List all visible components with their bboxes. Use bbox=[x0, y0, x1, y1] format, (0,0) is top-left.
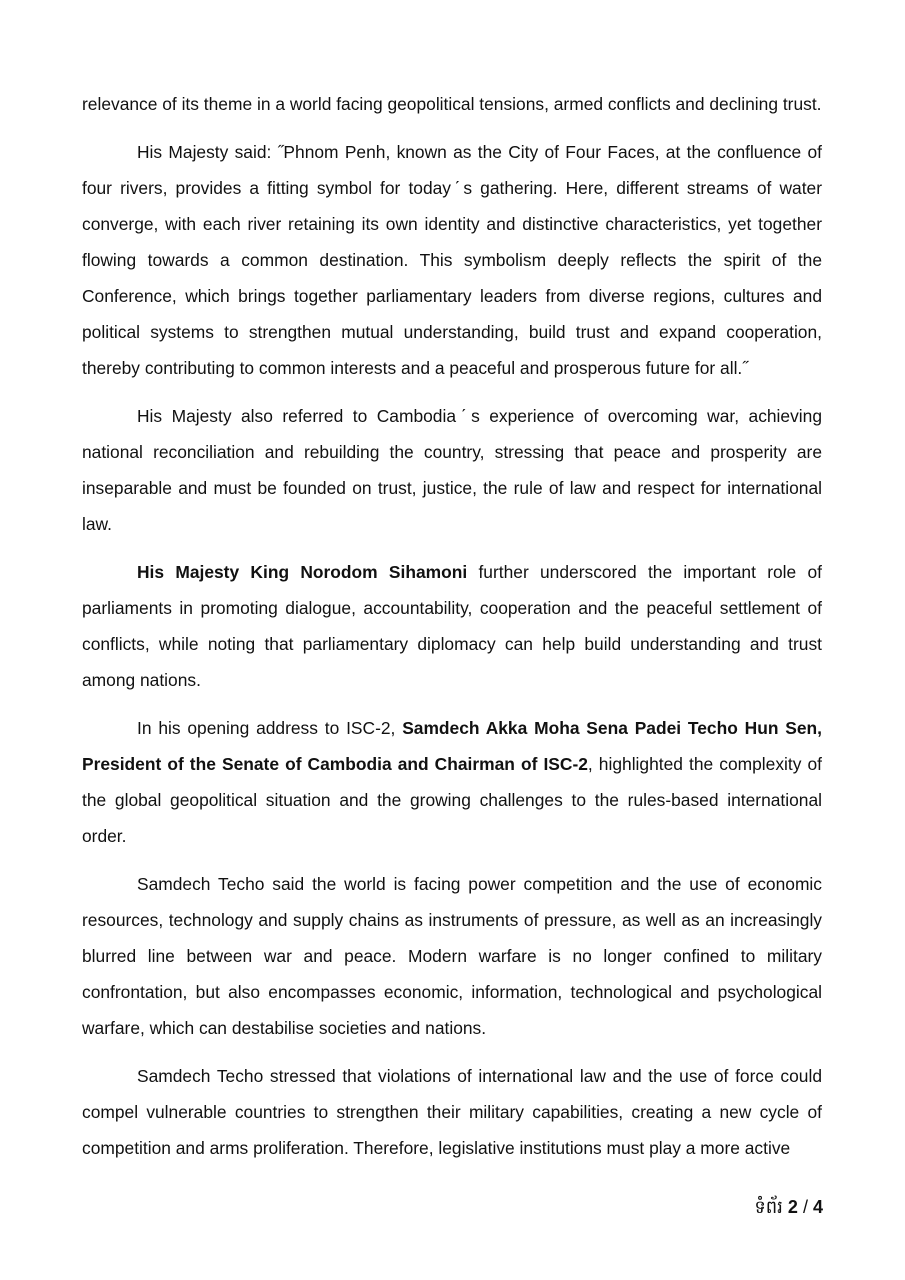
paragraph-king-role bbox=[82, 554, 822, 698]
paragraph-continuation: relevance of its theme in a world facing geopolitical tensions, armed conflicts and declining trust. bbox=[82, 94, 822, 114]
paragraph-opening-address bbox=[82, 710, 822, 854]
paragraph-international-law: Samdech Techo stressed that violations of international law and the use of force could compel vulnerable countries to strengthen their military capabilities, creating a new cycle of competition and arms proliferation. Therefore, legislative institutions must play a more active bbox=[82, 1066, 822, 1158]
document-page bbox=[82, 86, 822, 1178]
opening-address-intro: In his opening address to ISC-2, bbox=[137, 718, 403, 738]
paragraph-cambodia-experience: His Majesty also referred to Cambodiaˊs experience of overcoming war, achieving national reconciliation and rebuilding the country, stressing that peace and prosperity are inseparable and must be founded on trust, justice, the rule of law and respect for international law. bbox=[82, 406, 822, 534]
total-pages: 4 bbox=[812, 1197, 823, 1217]
senate-president-name: Samdech Akka Moha Sena Padei Techo Hun Sen, President of the Senate of Cambodia and Chairman of ISC-2 bbox=[82, 718, 822, 774]
page-number bbox=[754, 1193, 823, 1221]
king-name: His Majesty King Norodom Sihamoni bbox=[137, 562, 468, 582]
current-page: 2 bbox=[787, 1197, 798, 1217]
paragraph-quote: His Majesty said: ˝Phnom Penh, known as the City of Four Faces, at the confluence of four rivers, provides a fitting symbol for todayˊs gathering. Here, different streams of water converge, with each river retaining its own identity and distinctive characteristics, yet together flowing towards a common destination. This symbolism deeply reflects the spirit of the Conference, which brings together parliamentary leaders from diverse regions, cultures and political systems to strengthen mutual understanding, build trust and expand cooperation, thereby contributing to common interests and a peaceful and prosperous future for all.˝ bbox=[82, 142, 822, 378]
paragraph-king-role-text: further underscored the important role of parliaments in promoting dialogue, accountability, cooperation and the peaceful settlement of conflicts, while noting that parliamentary diplomacy can help build understanding and trust among nations. bbox=[82, 562, 822, 690]
paragraph-power-competition: Samdech Techo said the world is facing power competition and the use of economic resources, technology and supply chains as instruments of pressure, as well as an increasingly blurred line between war and peace. Modern warfare is no longer confined to military confrontation, but also encompasses economic, information, technological and psychological warfare, which can destabilise societies and nations. bbox=[82, 874, 822, 1038]
opening-address-text: , highlighted the complexity of the global geopolitical situation and the growing challenges to the rules-based international order. bbox=[82, 754, 822, 846]
page-separator: / bbox=[802, 1197, 808, 1217]
page-label: ទំព័រ bbox=[754, 1197, 783, 1217]
